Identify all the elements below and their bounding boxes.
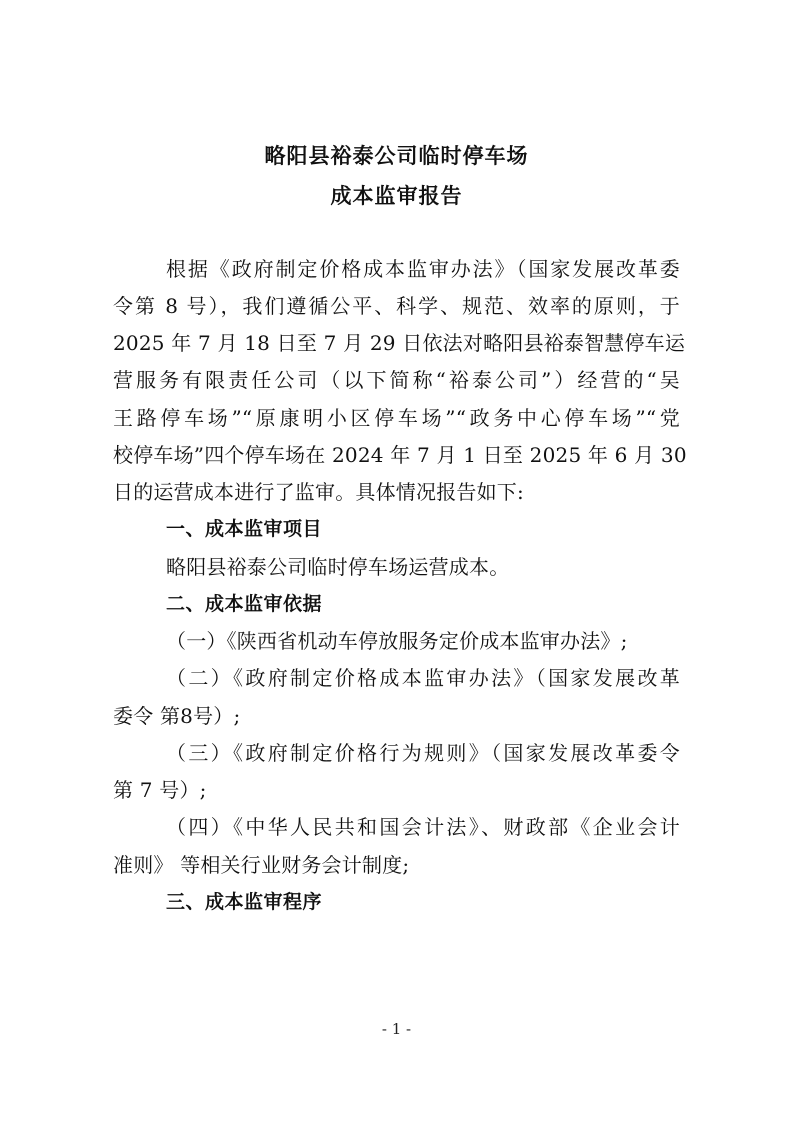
- basis-item-3-line-2: 第 7 号）;: [113, 778, 207, 802]
- intro-line-1: 根据《政府制定价格成本监审办法》（国家发展改革委: [166, 257, 680, 281]
- intro-line-4: 营服务有限责任公司（以下简称“裕泰公司”）经营的“吴: [113, 368, 680, 392]
- basis-item-2-line-1: （二）《政府制定价格成本监审办法》（国家发展改革: [166, 666, 680, 690]
- basis-item-1: （一）《陕西省机动车停放服务定价成本监审办法》;: [166, 629, 628, 653]
- page-number: - 1 -: [381, 1020, 412, 1038]
- section-3-heading: 三、成本监审程序: [166, 891, 323, 913]
- basis-item-3-line-1: （三）《政府制定价格行为规则》（国家发展改革委令: [166, 741, 680, 765]
- section-1-heading: 一、成本监审项目: [166, 518, 323, 540]
- basis-item-4-line-1: （四）《中华人民共和国会计法》、财政部《企业会计: [166, 815, 680, 839]
- intro-line-2: 令第 8 号），我们遵循公平、科学、规范、效率的原则，于: [113, 294, 680, 318]
- intro-line-6: 校停车场”四个停车场在 2024 年 7 月 1 日至 2025 年 6 月 30: [113, 443, 687, 467]
- basis-item-4-line-2: 准则》 等相关行业财务会计制度;: [113, 853, 410, 877]
- section-1-body: 略阳县裕泰公司临时停车场运营成本。: [166, 555, 510, 579]
- intro-line-5: 王路停车场”“原康明小区停车场”“政务中心停车场”“党: [113, 406, 680, 430]
- basis-item-2-line-2: 委令 第8号）;: [113, 704, 241, 728]
- document-title-line-2: 成本监审报告: [330, 184, 463, 208]
- intro-line-7: 日的运营成本进行了监审。具体情况报告如下:: [113, 480, 524, 504]
- intro-line-3: 2025 年 7 月 18 日至 7 月 29 日依法对略阳县裕泰智慧停车运: [113, 331, 686, 355]
- section-2-heading: 二、成本监审依据: [166, 593, 323, 615]
- document-title-line-1: 略阳县裕泰公司临时停车场: [264, 144, 529, 168]
